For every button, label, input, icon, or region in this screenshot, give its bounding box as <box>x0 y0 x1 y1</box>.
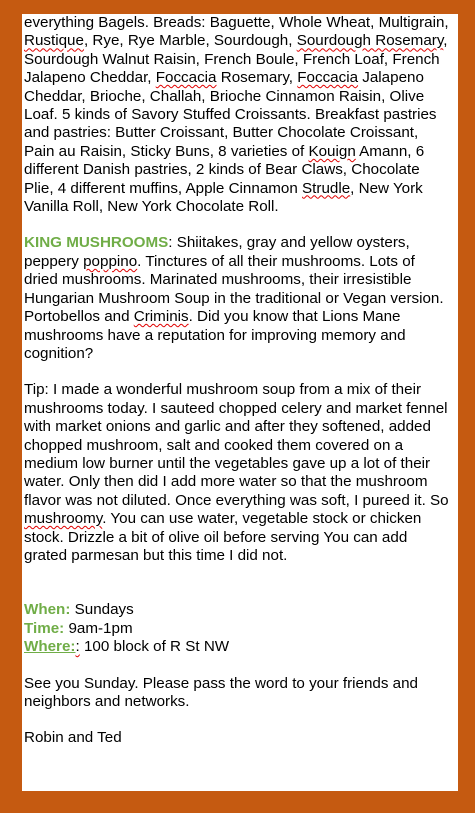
spellcheck-word: : <box>75 638 80 656</box>
where-line <box>24 638 452 656</box>
spellcheck-word: Rustique <box>24 32 84 50</box>
signature: Robin and Ted <box>24 729 122 747</box>
spellcheck-word: Strudle <box>302 179 351 197</box>
paragraph-gap <box>24 657 452 675</box>
paragraph-gap <box>24 565 452 601</box>
mushrooms-text: . Did you know that Lions Mane mushrooms have a reputation for improving memory and cognition? <box>24 308 406 362</box>
tip-paragraph <box>24 381 452 565</box>
bakery-text: Jalapeno Cheddar, Brioche, Challah, Brioche Cinnamon Raisin, Olive Loaf. 5 kinds of Savory Stuffed Croissants. Breakfast pastries and pastries: Butter Croissant, Butter Chocolate Croissant, Pain au Raisin, Sticky Buns, 8 varieties of <box>24 69 437 160</box>
bakery-text: , New York Vanilla Roll, New York Chocolate Roll. <box>24 179 423 216</box>
bakery-text: , Rye, Rye Marble, Sourdough, <box>83 32 297 50</box>
spellcheck-word: poppino <box>83 252 138 270</box>
paragraph-gap <box>24 216 452 234</box>
when-line <box>24 601 452 619</box>
spellcheck-word: Criminis <box>133 308 189 326</box>
time-label: Time: <box>24 619 65 637</box>
document-page <box>22 14 458 791</box>
when-value: Sundays <box>70 601 134 619</box>
spellcheck-word: Foccacia <box>155 69 217 87</box>
closing-paragraph: See you Sunday. Please pass the word to your friends and neighbors and networks. <box>24 674 418 710</box>
vendor-label: KING MUSHROOMS <box>24 234 169 252</box>
mushrooms-paragraph <box>24 234 452 363</box>
bakery-text: Rosemary, <box>216 69 298 87</box>
bakery-paragraph <box>24 14 452 216</box>
spellcheck-word: Kouign <box>308 142 356 160</box>
bakery-text: everything Bagels. Breads: Baguette, Whole Wheat, Multigrain, <box>24 14 449 31</box>
when-label: When: <box>24 601 71 619</box>
bakery-text: , Sourdough Walnut Raisin, French Boule, French Loaf, French Jalapeno Cheddar, <box>24 32 448 87</box>
where-colon: : <box>70 638 76 656</box>
mushrooms-text: : Shiitakes, gray and yellow oysters, peppery <box>24 234 410 270</box>
time-value: 9am-1pm <box>64 619 133 637</box>
mushrooms-text: . Tinctures of all their mushrooms. Lots of dried mushrooms. Marinated mushrooms, their irresistible Hungarian Mushroom Soup in the traditional or Vegan version. Portobellos and <box>24 252 444 326</box>
paragraph-gap <box>24 711 452 729</box>
tip-text: Tip: I made a wonderful mushroom soup from a mix of their mushrooms today. I sauteed chopped celery and market fennel with market onions and garlic and after they softened, added chopped mushroom, salt and cooked them covered on a medium low burner until the vegetables gave up a lot of their water. Only then did I add more water so that the mushroom flavor was not diluted. Once everything was soft, I pureed it. So <box>24 381 449 509</box>
tip-text: . You can use water, vegetable stock or chicken stock. Drizzle a bit of olive oil before serving You can add grated parmesan but this time I did not. <box>24 510 422 564</box>
where-label: Where <box>24 638 71 656</box>
spellcheck-word: mushroomy <box>24 510 103 528</box>
spellcheck-word: Sourdough Rosemary <box>296 32 444 50</box>
bakery-text: Amann, 6 different Danish pastries, 2 kinds of Bear Claws, Chocolate Plie, 4 different muffins, Apple Cinnamon <box>24 142 425 197</box>
paragraph-gap <box>24 363 452 381</box>
spellcheck-word: Foccacia <box>297 69 359 87</box>
time-line <box>24 620 452 638</box>
document-body <box>22 14 458 748</box>
where-value: 100 block of R St NW <box>79 638 230 656</box>
